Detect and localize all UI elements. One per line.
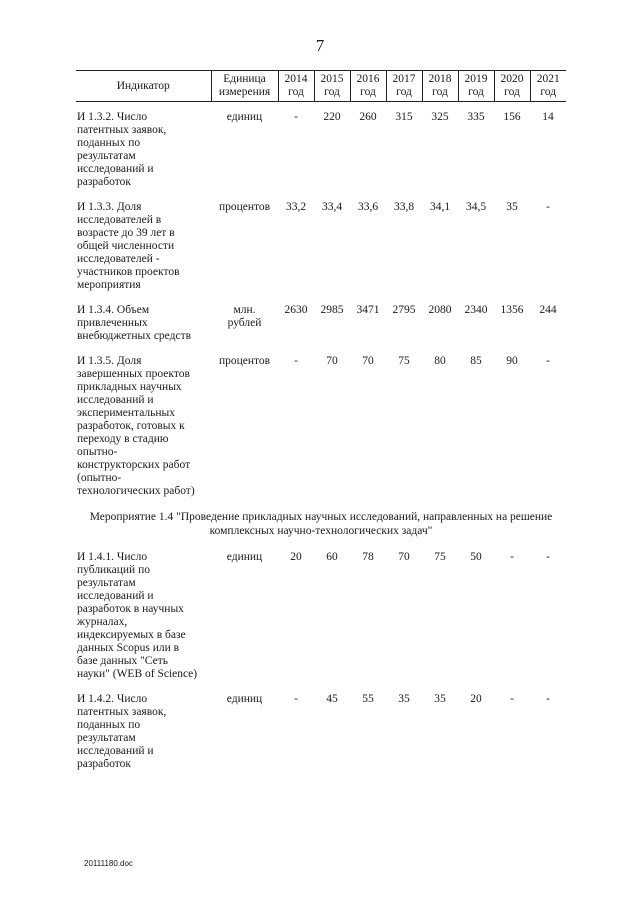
header-year-suffix: год (396, 86, 412, 98)
value-cell: 35 (434, 693, 446, 705)
value-cell: 35 (506, 201, 518, 213)
value-cell: 70 (326, 355, 338, 367)
value-cell: 244 (539, 304, 557, 316)
indicator-line: прикладных научных (77, 381, 182, 393)
indicator-cell (76, 346, 211, 501)
value-cell: 80 (434, 355, 446, 367)
value-cell: - (546, 551, 550, 563)
indicator-line: И 1.3.2. Число (77, 111, 148, 123)
unit-cell (211, 684, 278, 774)
header-year-suffix: год (324, 86, 340, 98)
value-cell: 20 (470, 693, 482, 705)
table-header-row (76, 71, 566, 102)
indicator-line: разработок, готовых к (77, 420, 185, 432)
indicator-line: разработок (77, 176, 131, 188)
indicator-line: науки" (WEB of Science) (77, 668, 198, 680)
indicator-line: завершенных проектов (77, 368, 190, 380)
value-cell: 2080 (428, 304, 452, 316)
indicator-line: И 1.3.4. Объем (77, 304, 150, 316)
indicator-line: И 1.3.5. Доля (77, 355, 142, 367)
section-heading-line: комплексных научно-технологических задач" (209, 525, 433, 537)
value-cell: 35 (398, 693, 410, 705)
value-cell: 75 (434, 551, 446, 563)
indicator-cell (76, 102, 211, 193)
indicator-line: (опытно- (77, 472, 122, 484)
value-cell: 3471 (356, 304, 380, 316)
indicator-cell (76, 542, 211, 684)
value-cell: 33,2 (285, 201, 307, 213)
header-year: 2015 год (314, 71, 350, 102)
indicator-line: переходу в стадию (77, 433, 169, 445)
value-cell: 70 (362, 355, 374, 367)
unit-cell (211, 295, 278, 346)
value-cell: 335 (467, 111, 485, 123)
header-year-suffix: год (288, 86, 304, 98)
value-cell: 33,6 (357, 201, 379, 213)
indicator-cell (76, 684, 211, 774)
unit-cell (211, 346, 278, 501)
unit-line: единиц (226, 693, 263, 705)
indicator-line: поданных по (77, 719, 141, 731)
indicator-line: исследователей - (77, 253, 160, 265)
header-year-suffix: год (468, 86, 484, 98)
section-heading (76, 501, 566, 542)
indicator-line: исследователей в (77, 214, 162, 226)
header-year: 2020 год (494, 71, 530, 102)
value-cell: 75 (398, 355, 410, 367)
unit-line: единиц (226, 551, 263, 563)
indicator-line: И 1.4.2. Число (77, 693, 148, 705)
value-cell: 45 (326, 693, 338, 705)
value-cell: 325 (431, 111, 449, 123)
value-cell: 34,1 (429, 201, 451, 213)
indicator-line: базе данных "Сеть (77, 655, 168, 667)
unit-line: рублей (227, 317, 262, 329)
table-row (76, 295, 566, 346)
unit-line: единиц (226, 111, 263, 123)
indicator-line: привлеченных (77, 317, 148, 329)
value-cell: 60 (326, 551, 338, 563)
indicator-line: экспериментальных (77, 407, 176, 419)
value-cell: 70 (398, 551, 410, 563)
value-cell: 50 (470, 551, 482, 563)
header-year: 2019 год (458, 71, 494, 102)
value-cell: 2340 (464, 304, 488, 316)
value-cell: 260 (359, 111, 377, 123)
table-row (76, 346, 566, 501)
indicator-line: возрасте до 39 лет в (77, 227, 175, 239)
indicator-line: И 1.4.1. Число (77, 551, 148, 563)
header-year: 2014 год (278, 71, 314, 102)
indicator-line: внебюджетных средств (77, 330, 192, 342)
header-year-suffix: год (540, 86, 557, 98)
indicator-line: исследований и (77, 590, 154, 602)
indicator-cell (76, 192, 211, 295)
unit-line: процентов (218, 201, 271, 213)
table-row (76, 192, 566, 295)
value-cell: 2630 (284, 304, 308, 316)
indicator-cell (76, 295, 211, 346)
indicator-line: журналах, (77, 616, 128, 628)
header-year-suffix: год (504, 86, 520, 98)
value-cell: 34,5 (465, 201, 487, 213)
table-body (76, 102, 566, 775)
value-cell: - (294, 693, 298, 705)
header-year: 2016 год (350, 71, 386, 102)
value-cell: 78 (362, 551, 374, 563)
indicators-table (76, 70, 566, 774)
header-indicator: Индикатор (76, 71, 211, 102)
unit-line: млн. (233, 304, 256, 316)
indicator-line: поданных по (77, 137, 141, 149)
value-cell: 220 (323, 111, 341, 123)
indicator-line: конструкторских работ (77, 459, 191, 471)
section-heading-line: Мероприятие 1.4 "Проведение прикладных научных исследований, направленных на решение (89, 511, 553, 523)
value-cell: - (546, 355, 550, 367)
indicator-line: разработок в научных (77, 603, 184, 615)
value-cell: - (510, 693, 514, 705)
value-cell: - (510, 551, 514, 563)
indicator-line: мероприятия (77, 279, 141, 291)
indicator-line: опытно- (77, 446, 118, 458)
value-cell: - (546, 693, 550, 705)
value-cell: 20 (290, 551, 302, 563)
indicator-line: патентных заявок, (77, 124, 167, 136)
unit-cell (211, 192, 278, 295)
page-number: 7 (315, 36, 325, 55)
indicator-line: участников проектов (77, 266, 180, 278)
indicator-line: общей численности (77, 240, 175, 252)
value-cell: - (546, 201, 550, 213)
section-heading-row (76, 501, 566, 542)
unit-line: процентов (218, 355, 271, 367)
value-cell: 315 (395, 111, 413, 123)
value-cell: 90 (506, 355, 518, 367)
header-unit (211, 71, 278, 102)
header-year-suffix: год (432, 86, 448, 98)
indicator-line: результатам (77, 577, 136, 589)
header-year: 2018 год (422, 71, 458, 102)
indicator-line: результатам (77, 150, 136, 162)
value-cell: 33,4 (321, 201, 343, 213)
indicator-line: индексируемых в базе (77, 629, 186, 641)
header-year: 2017 год (386, 71, 422, 102)
value-cell: - (294, 111, 298, 123)
indicator-line: исследований и (77, 163, 154, 175)
table-row (76, 102, 566, 193)
table-row (76, 684, 566, 774)
value-cell: - (294, 355, 298, 367)
header-year: 2021 год (530, 71, 566, 102)
value-cell: 14 (542, 111, 554, 123)
document-code: 20111180.doc (84, 859, 133, 868)
indicator-line: данных Scopus или в (77, 642, 180, 654)
value-cell: 55 (362, 693, 374, 705)
header-unit-line: Единица (223, 73, 266, 85)
header-unit-line: измерения (218, 86, 271, 98)
value-cell: 2985 (320, 304, 344, 316)
unit-cell (211, 102, 278, 193)
indicator-line: разработок (77, 758, 131, 770)
value-cell: 1356 (500, 304, 524, 316)
indicator-line: И 1.3.3. Доля (77, 201, 142, 213)
value-cell: 2795 (392, 304, 416, 316)
value-cell: 85 (470, 355, 482, 367)
unit-cell (211, 542, 278, 684)
table-row (76, 542, 566, 684)
indicator-line: технологических работ) (77, 485, 195, 497)
value-cell: 156 (503, 111, 521, 123)
value-cell: 33,8 (393, 201, 415, 213)
indicator-line: исследований и (77, 394, 154, 406)
indicator-line: публикаций по (77, 564, 150, 576)
indicator-line: исследований и (77, 745, 154, 757)
indicator-line: патентных заявок, (77, 706, 167, 718)
indicator-line: результатам (77, 732, 136, 744)
header-year-suffix: год (360, 86, 376, 98)
